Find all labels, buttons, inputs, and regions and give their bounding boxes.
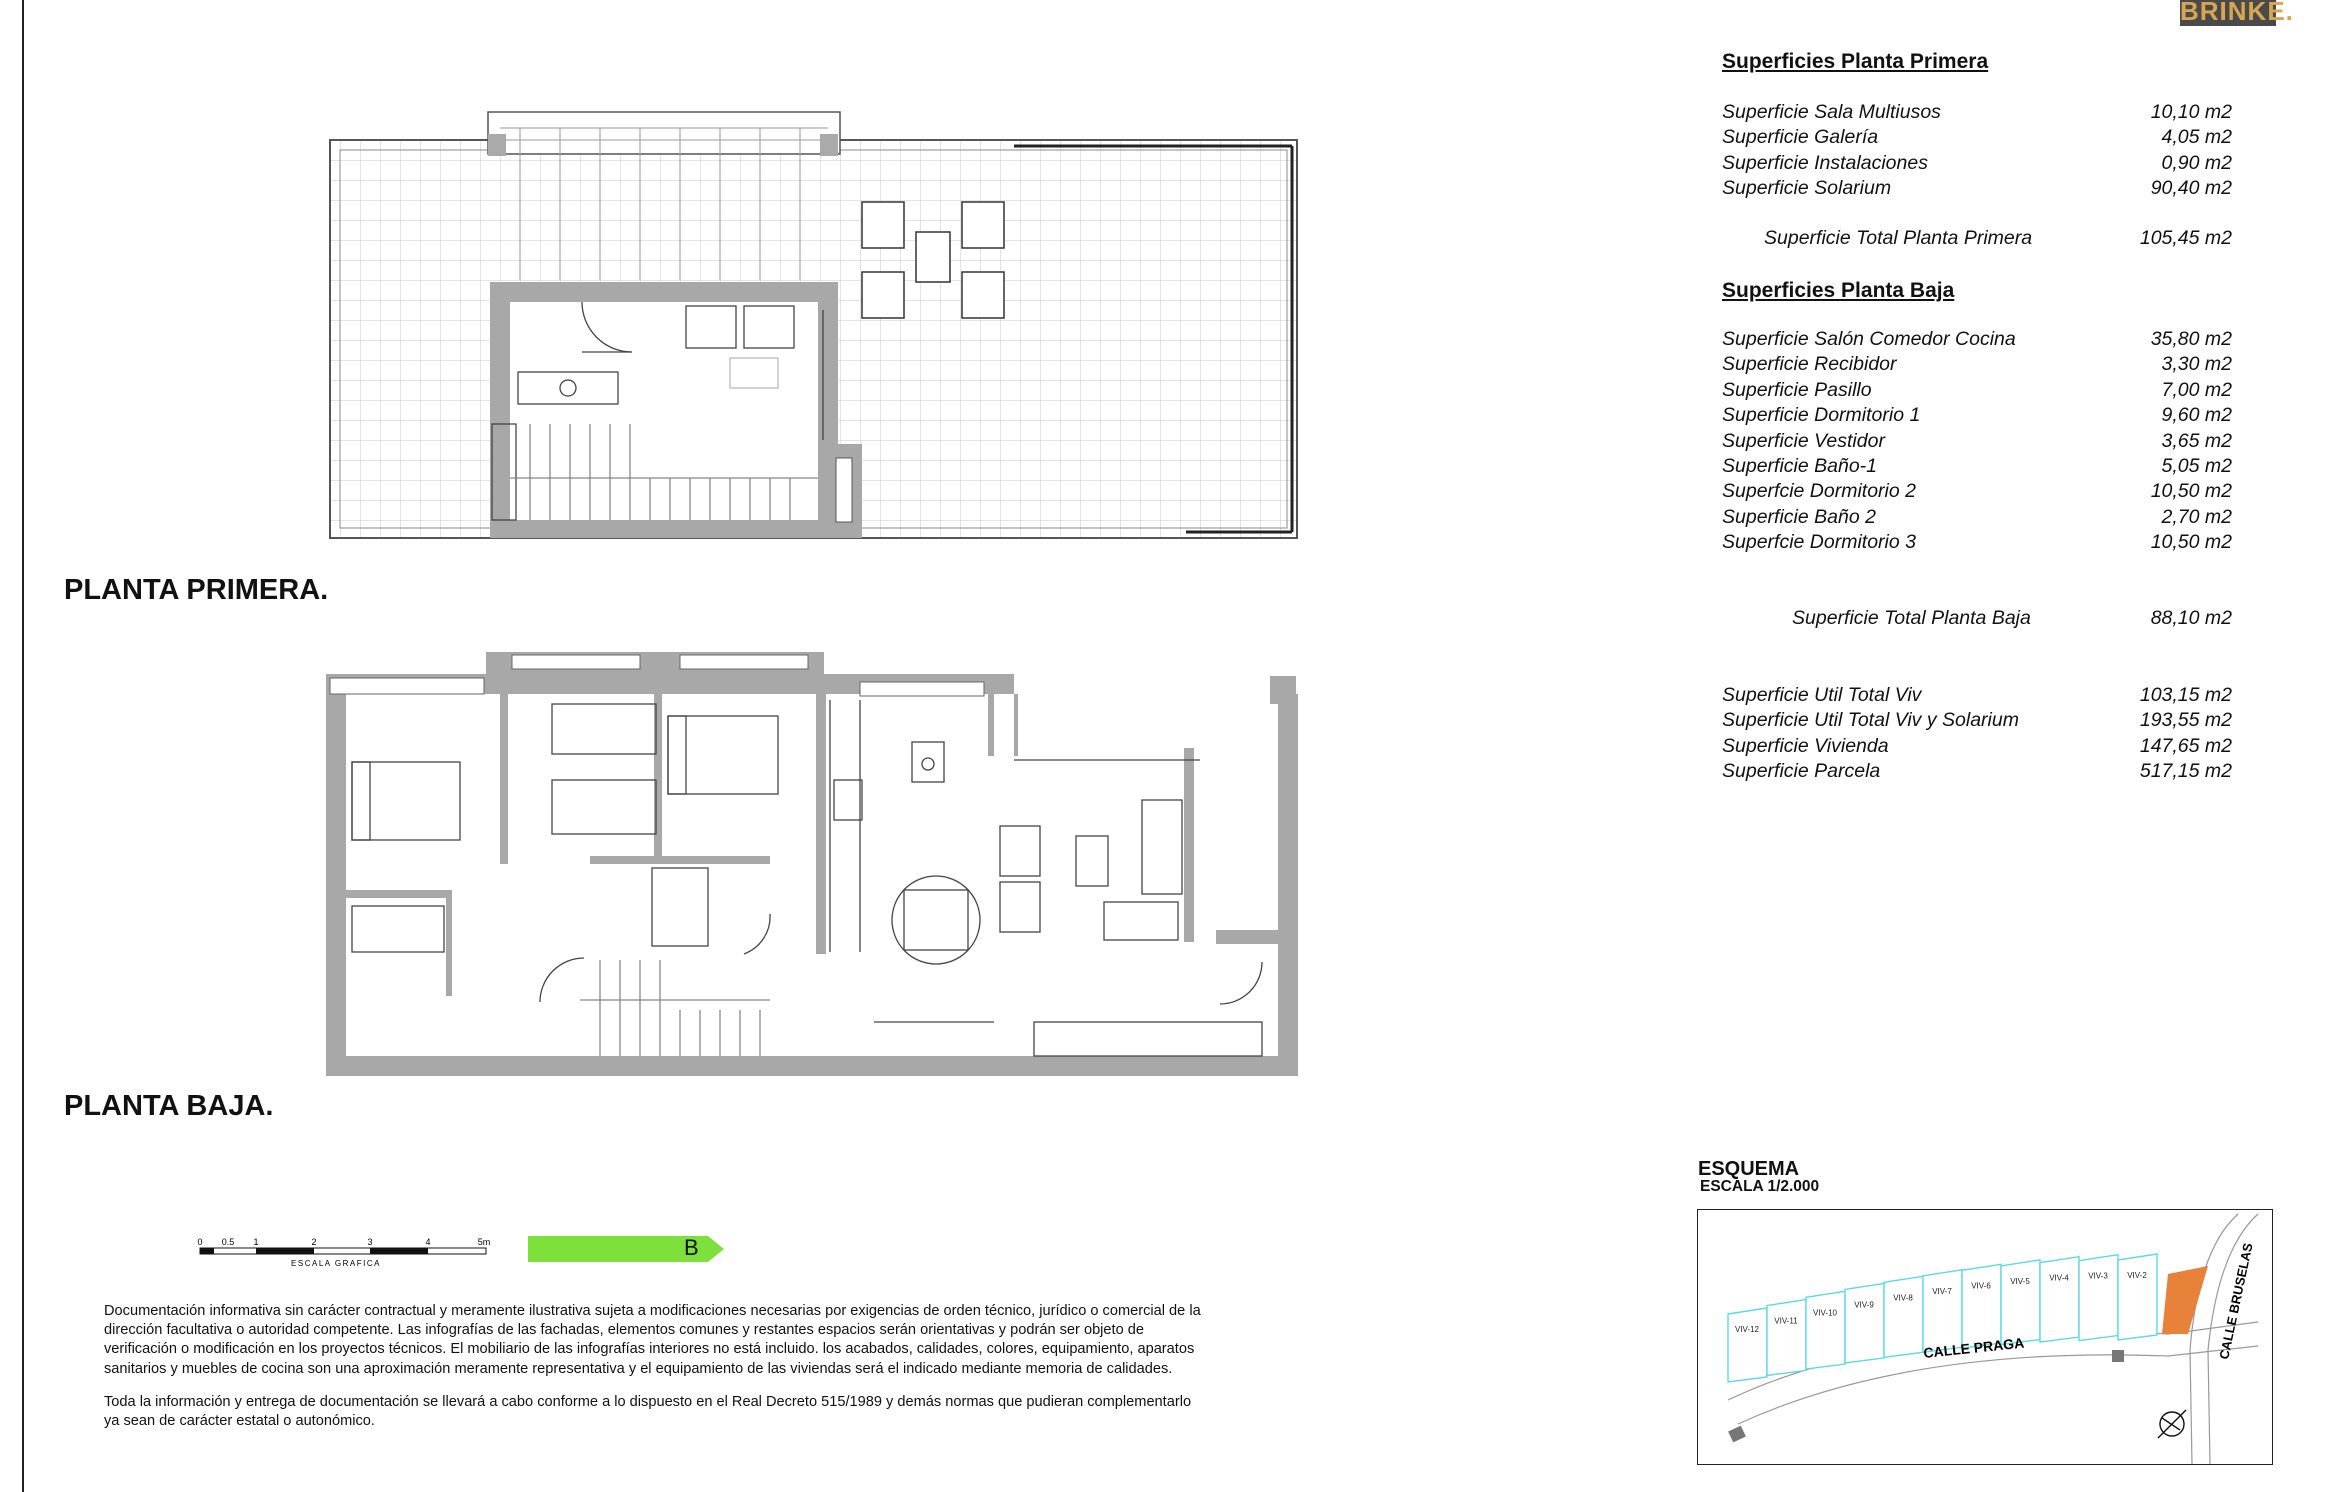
table-row: Superficie Recibidor 3,30 m2: [1722, 353, 2232, 376]
table-row: Superficie Solarium 90,40 m2: [1722, 177, 2232, 200]
ground-floor-title: PLANTA BAJA.: [64, 1090, 274, 1122]
scale-tick: 5m: [477, 1237, 491, 1247]
plot-label: VIV-11: [1774, 1316, 1798, 1326]
plot-label: VIV-10: [1812, 1308, 1838, 1318]
plot-label: VIV-2: [2127, 1271, 2147, 1280]
street-side-label: CALLE BRUSELAS: [2216, 1241, 2256, 1361]
site-map: [1697, 1209, 2273, 1465]
energy-rating-letter: B: [684, 1235, 699, 1260]
plot-viv-9: [1845, 1283, 1884, 1362]
plot-viv-3: [2079, 1255, 2118, 1341]
table-row: Superfcie Dormitorio 3 10,50 m2: [1722, 531, 2232, 554]
street-main-label: CALLE PRAGA: [1922, 1334, 2025, 1361]
plot-viv-5: [2001, 1260, 2040, 1345]
table-row: Superficie Baño-1 5,05 m2: [1722, 454, 2232, 477]
floor-plans: [0, 0, 1320, 1100]
table-row: Superficie Sala Multiusos 10,10 m2: [1722, 101, 2232, 123]
summary-row: Superficie Util Total Viv 103,15 m2: [1722, 683, 2232, 706]
scale-tick: 2: [311, 1237, 317, 1247]
first-floor-heading: Superficies Planta Primera: [1722, 50, 1989, 73]
scale-tick: 3: [367, 1237, 373, 1247]
esquema-title: ESQUEMA ESCALA 1/2.000: [1698, 1158, 1820, 1195]
summary-row: Superficie Parcela 517,15 m2: [1722, 760, 2232, 783]
scale-tick: 1: [253, 1237, 259, 1247]
plot-viv-6: [1962, 1264, 2001, 1348]
table-row: Superficie Dormitorio 1 9,60 m2: [1722, 404, 2232, 427]
disclaimer-paragraph: Toda la información y entrega de documentación se llevará a cabo conforme a lo dispuesto en el Real Decreto 515/1989 y demás normas que pudieran complementarlo ya sean de carácter estatal o autonómico.: [104, 1393, 1192, 1430]
brand-logo: BRINKE.: [2180, 0, 2294, 26]
first-floor-total: Superficie Total Planta Primera 105,45 m2: [1764, 226, 2232, 249]
ground-floor-heading: Superficies Planta Baja: [1722, 278, 1955, 302]
scale-tick: 0: [197, 1237, 203, 1247]
table-row: Superficie Baño 2 2,70 m2: [1722, 505, 2232, 528]
table-row: Superficie Pasillo 7,00 m2: [1722, 378, 2232, 401]
plot-label: VIV-6: [1971, 1281, 1991, 1291]
table-row: Superficie Vestidor 3,65 m2: [1722, 429, 2232, 452]
disclaimer-paragraph: Documentación informativa sin carácter contractual y meramente ilustrativa sujeta a modificaciones necesarias por exigencias de orden técnico, jurídico o comercial de la dirección facultativa o autoridad competente. Las infografías de las fachadas, elementos comunes y restantes espacios serán orientativas y podrán ser objeto de verificación o modificación en los proyectos técnicos. El mobiliario de las infografías interiores no está incluido. los acabados, calidades, colores, equipamiento, aparatos sanitarios y muebles de cocina son una aproximación meramente representativa y el equipamiento de las viviendas será el indicado mediante memoria de calidades.: [104, 1303, 1201, 1377]
ground-floor-total: Superficie Total Planta Baja 88,10 m2: [1792, 607, 2232, 630]
plot-viv-8: [1884, 1276, 1923, 1357]
summary-row: Superficie Util Total Viv y Solarium 193,55 m2: [1722, 709, 2232, 732]
table-row: Superfcie Dormitorio 2 10,50 m2: [1722, 480, 2232, 503]
plot-viv-4: [2040, 1257, 2079, 1342]
plot-viv-7: [1923, 1270, 1962, 1352]
plot-viv-2: [2118, 1254, 2157, 1340]
plot-label: VIV-8: [1893, 1293, 1913, 1303]
scale-tick: 0.5: [221, 1237, 235, 1247]
scale-tick: 4: [425, 1237, 431, 1247]
esquema-subtitle: ESCALA 1/2.000: [1700, 1178, 1820, 1195]
plot-label: VIV-7: [1932, 1286, 1952, 1296]
plot-viv-10: [1806, 1291, 1845, 1369]
plot-label: VIV-5: [2010, 1276, 2030, 1286]
plot-viv-11: [1767, 1300, 1806, 1376]
table-row: Superficie Salón Comedor Cocina 35,80 m2: [1722, 327, 2232, 350]
first-floor-plan: [330, 112, 1297, 538]
plot-label: VIV-12: [1734, 1325, 1760, 1334]
surface-table: [1722, 50, 2242, 784]
summary-row: Superficie Vivienda 147,65 m2: [1722, 734, 2232, 757]
table-row: Superficie Instalaciones 0,90 m2: [1722, 151, 2232, 174]
disclaimer: [104, 1302, 1204, 1445]
table-row: Superficie Galería 4,05 m2: [1722, 126, 2232, 149]
scale-bar: [196, 1234, 506, 1272]
plot-label: VIV-9: [1854, 1300, 1874, 1310]
scale-caption: ESCALA GRAFICA: [291, 1259, 381, 1268]
plot-label: VIV-3: [2088, 1271, 2108, 1281]
first-floor-title: PLANTA PRIMERA.: [64, 574, 329, 606]
plot-label: VIV-4: [2049, 1273, 2069, 1283]
north-arrow-icon: [2158, 1410, 2186, 1438]
plot-viv-12: [1728, 1308, 1767, 1382]
ground-floor-plan: [326, 652, 1298, 1076]
